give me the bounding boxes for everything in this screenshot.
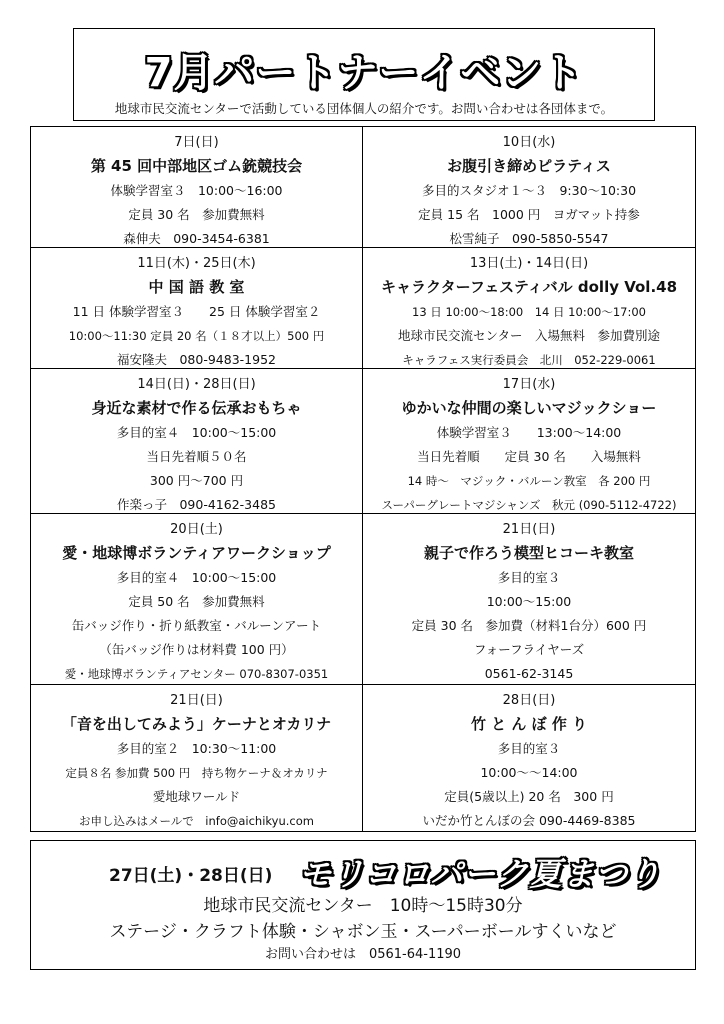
event-cell	[31, 514, 363, 685]
event-detail-line[interactable]: お申し込みはメールで info@aichikyu.com	[79, 814, 314, 828]
event-detail-line: 多目的室３	[497, 741, 561, 756]
event-detail-line: 300 円～700 円	[149, 473, 244, 488]
event-detail-line: 体験学習室３ 10:00～16:00	[110, 183, 283, 198]
event-detail-line: 当日先着順５０名	[146, 449, 247, 464]
event-date: 10日(水)	[502, 135, 556, 150]
event-date: 13日(土)・14日(日)	[469, 256, 589, 271]
event-detail-line: 定員 15 名 1000 円 ヨガマット持参	[418, 207, 640, 222]
event-detail-line: 11 日 体験学習室３ 25 日 体験学習室２	[72, 304, 321, 319]
event-cell	[363, 514, 695, 685]
event-date: 11日(木)・25日(木)	[137, 256, 256, 271]
event-detail-line: スーパーグレートマジシャンズ 秋元 (090-5112-4722)	[381, 498, 677, 512]
event-name: ゆかいな仲間の楽しいマジックショー	[401, 399, 657, 417]
event-name: キャラクターフェスティバル dolly Vol.48	[380, 278, 678, 296]
event-detail-line: 定員(5歳以上) 20 名 300 円	[444, 789, 614, 804]
page-title: 7月パートナーイベント	[144, 50, 584, 96]
event-detail-line: 定員 50 名 参加費無料	[128, 594, 265, 609]
event-cell	[31, 248, 363, 369]
event-cell	[363, 127, 695, 248]
event-detail-line: 13 日 10:00～18:00 14 日 10:00～17:00	[412, 305, 646, 319]
event-date: 17日(水)	[502, 377, 556, 392]
event-detail-line: 10:00～15:00	[486, 594, 572, 609]
event-detail-line: 地球市民交流センター 入場無料 参加費別途	[397, 328, 660, 343]
event-detail-line: 多目的室４ 10:00～15:00	[116, 425, 277, 440]
event-detail-line: 多目的室２ 10:30～11:00	[116, 741, 277, 756]
event-detail-line: 当日先着順 定員 30 名 入場無料	[417, 449, 641, 464]
festival-box	[30, 840, 696, 970]
event-cell	[363, 248, 695, 369]
event-detail-line: 森伸夫 090-3454-6381	[123, 231, 270, 246]
event-detail-line: 多目的スタジオ１～３ 9:30～10:30	[421, 183, 637, 198]
event-date: 21日(日)	[170, 693, 223, 708]
event-detail-line: （缶バッジ作りは材料費 100 円）	[99, 642, 294, 657]
header-box	[73, 28, 655, 121]
festival-contact: お問い合わせは 0561-64-1190	[264, 947, 462, 962]
festival-venue-time: 地球市民交流センター 10時～15時30分	[203, 896, 523, 916]
event-name: 第 45 回中部地区ゴム銃競技会	[90, 157, 303, 175]
event-date: 14日(日)・28日(日)	[137, 377, 256, 392]
event-detail-line: 定員 30 名 参加費無料	[128, 207, 265, 222]
event-cell	[363, 369, 695, 514]
festival-title: モリコロパーク夏まつり	[299, 855, 662, 893]
event-date: 20日(土)	[170, 522, 223, 537]
event-detail-line: 0561-62-3145	[484, 666, 574, 681]
event-grid	[30, 126, 696, 832]
event-detail-line: キャラフェス実行委員会 北川 052-229-0061	[402, 353, 656, 367]
page-subtitle: 地球市民交流センターで活動している団体個人の紹介です。お問い合わせは各団体まで。	[114, 101, 614, 116]
event-name: 「音を出してみよう」ケーナとオカリナ	[61, 715, 332, 733]
event-detail-line: 14 時～ マジック・バルーン教室 各 200 円	[407, 474, 651, 488]
event-name: 中 国 語 教 室	[148, 278, 245, 296]
event-cell	[363, 685, 695, 831]
event-detail-line: 缶バッジ作り・折り紙教室・バルーンアート	[71, 618, 322, 633]
event-detail-line: フォーフライヤーズ	[473, 642, 585, 657]
event-detail-line: 愛地球ワールド	[152, 789, 241, 804]
event-name: お腹引き締めピラティス	[447, 157, 611, 175]
event-detail-line: 作楽っ子 090-4162-3485	[116, 497, 276, 512]
event-detail-line: 松雪純子 090-5850-5547	[449, 231, 609, 246]
event-detail-line: 福安隆夫 080-9483-1952	[116, 352, 276, 367]
event-detail-line: 定員８名 参加費 500 円 持ち物ケーナ＆オカリナ	[65, 766, 328, 780]
event-cell	[31, 369, 363, 514]
event-name: 身近な素材で作る伝承おもちゃ	[91, 399, 302, 417]
event-cell	[31, 685, 363, 831]
event-date: 7日(日)	[174, 135, 219, 150]
event-date: 28日(日)	[502, 693, 556, 708]
event-detail-line: 10:00～～14:00	[480, 765, 578, 780]
event-detail-line: 愛・地球博ボランティアセンター 070-8307-0351	[64, 667, 329, 681]
event-name: 竹 と ん ぼ 作 り	[470, 715, 588, 733]
event-detail-line: いだか竹とんぼの会 090-4469-8385	[422, 813, 636, 828]
festival-activities: ステージ・クラフト体験・シャボン玉・スーパーボールすくいなど	[109, 922, 617, 942]
event-name: 親子で作ろう模型ヒコーキ教室	[423, 544, 634, 562]
event-detail-line: 定員 30 名 参加費（材料1台分）600 円	[411, 618, 647, 633]
festival-date: 27日(土)・28日(日)	[109, 866, 273, 886]
event-cell	[31, 127, 363, 248]
event-name: 愛・地球博ボランティアワークショップ	[62, 544, 331, 562]
event-detail-line: 10:00～11:30 定員 20 名（１８才以上）500 円	[68, 329, 325, 343]
event-detail-line: 多目的室３	[497, 570, 561, 585]
event-detail-line: 多目的室４ 10:00～15:00	[116, 570, 277, 585]
event-date: 21日(日)	[502, 522, 556, 537]
event-detail-line: 体験学習室３ 13:00～14:00	[436, 425, 622, 440]
